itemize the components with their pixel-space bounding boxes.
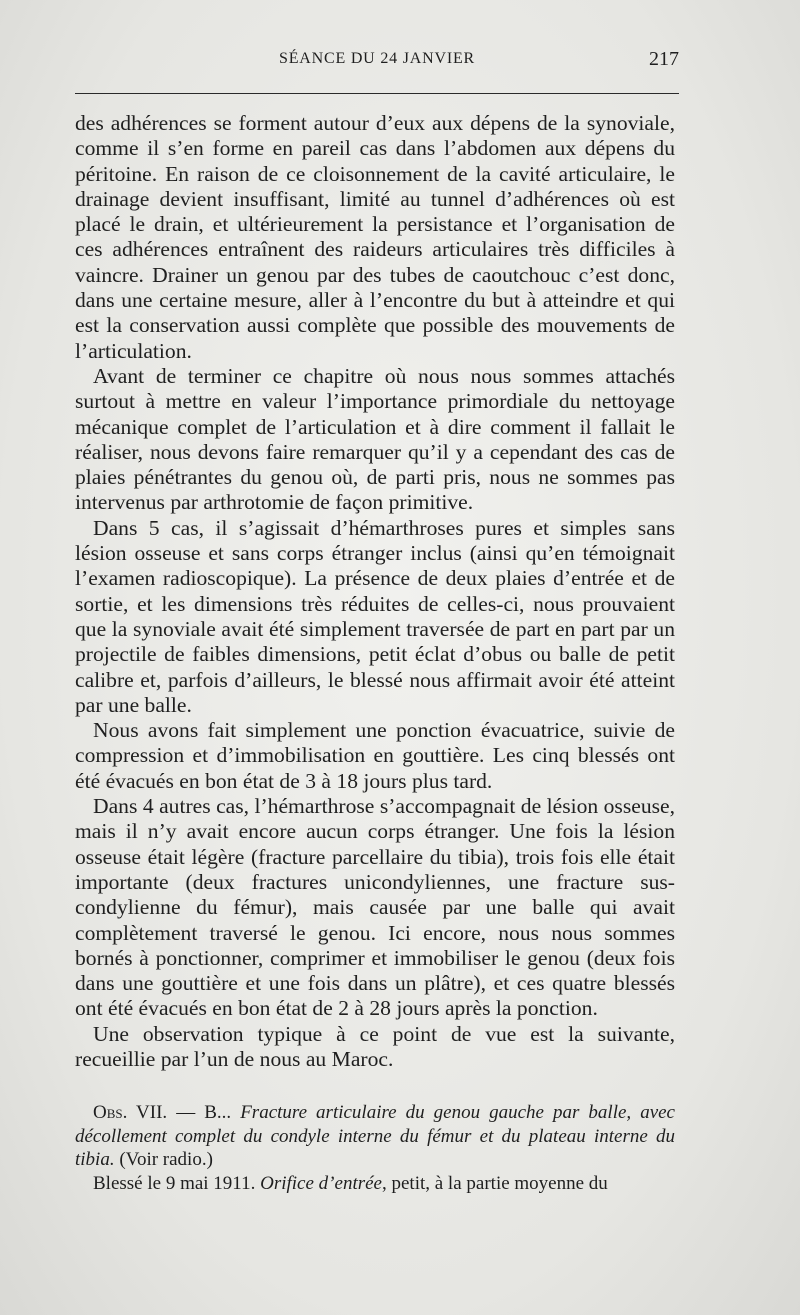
observation-note: (Voir radio.) xyxy=(114,1149,213,1170)
observation-block xyxy=(75,1101,675,1195)
observation-title: Fracture articulaire du genou gauche par balle, avec décollement complet du condyle interne du fémur et du plateau interne du tibia. xyxy=(75,1102,675,1170)
page-number: 217 xyxy=(649,48,679,70)
observation-heading xyxy=(75,1101,675,1172)
observation-label: Obs. VII. xyxy=(93,1102,168,1123)
running-title: SÉANCE DU 24 JANVIER xyxy=(279,50,475,67)
paragraph: Nous avons fait simplement une ponction évacuatrice, suivie de compression et d’immobilisation en gouttière. Les cinq blessés ont été évacués en bon état de 3 à 18 jours plus tard. xyxy=(75,718,675,793)
page-header xyxy=(75,50,679,80)
paragraph: Avant de terminer ce chapitre où nous nous sommes attachés surtout à mettre en valeur l’importance primordiale du nettoyage mécanique complet de l’articulation et à dire comment il fallait le réaliser, nous devons faire remarquer qu’il y a cependant des cas de plaies pénétrantes du genou où, de parti pris, nous ne sommes pas intervenus par arthrotomie de façon primitive. xyxy=(75,363,675,515)
paragraph: des adhérences se forment autour d’eux aux dépens de la synoviale, comme il s’en forme en pareil cas dans l’abdomen aux dépens du péritoine. En raison de ce cloisonnement de la cavité articulaire, le drainage devient insuffisant, limité au tunnel d’adhérences où est placé le drain, et ultérieurement la persistance et l’organisation de ces adhérences entraînent des raideurs articulaires très difficiles à vaincre. Drainer un genou par des tubes de caoutchouc c’est donc, dans une certaine mesure, aller à l’encontre du but à atteindre et qui est la conservation aussi complète que possible des mouvements de l’articulation. xyxy=(75,111,675,363)
observation-text-start: Blessé le 9 mai 1911. xyxy=(93,1172,261,1194)
body-text xyxy=(75,111,675,1072)
observation-text xyxy=(75,1172,675,1196)
paragraph: Dans 4 autres cas, l’hémarthrose s’accompagnait de lésion osseuse, mais il n’y avait encore aucun corps étranger. Une fois la lésion osseuse était légère (fracture parcellaire du tibia), trois fois elle était importante (deux fractures unicondyliennes, une fracture sus-condylienne du fémur), mais causée par une balle qui avait complètement traversé le genou. Ici encore, nous nous sommes bornés à ponctionner, comprimer et immobiliser le genou (deux fois dans une gouttière et une fois dans un plâtre), et ces quatre blessés ont été évacués en bon état de 2 à 28 jours après la ponction. xyxy=(75,794,675,1021)
header-rule xyxy=(75,93,679,94)
paragraph: Une observation typique à ce point de vue est la suivante, recueillie par l’un de nous au Maroc. xyxy=(75,1021,675,1071)
observation-patient: — B... xyxy=(167,1102,241,1123)
observation-text-end: , petit, à la partie moyenne du xyxy=(381,1172,608,1194)
paragraph: Dans 5 cas, il s’agissait d’hémarthroses pures et simples sans lésion osseuse et sans corps étranger inclus (ainsi qu’en témoignait l’examen radioscopique). La présence de deux plaies d’entrée et de sortie, et les dimensions très réduites de celles-ci, nous prouvaient que la synoviale avait été simplement traversée de part en part par un projectile de faibles dimensions, petit éclat d’obus ou balle de petit calibre et, parfois d’ailleurs, le blessé nous affirmait avoir été atteint par une balle. xyxy=(75,515,675,717)
observation-text-italic: Orifice d’entrée xyxy=(260,1172,382,1194)
